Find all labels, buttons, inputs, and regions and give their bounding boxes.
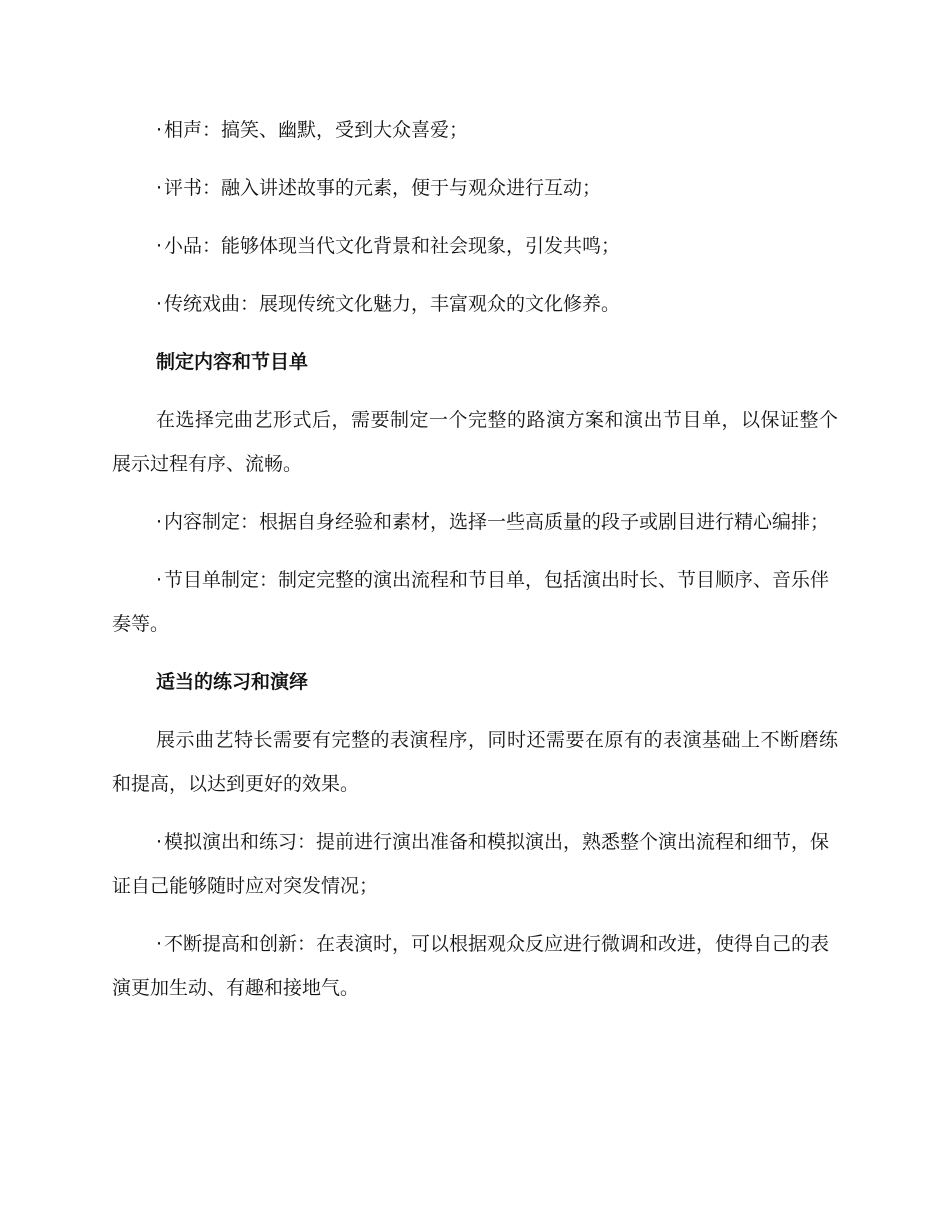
bullet-item-pingshu <box>112 166 838 210</box>
section-heading-content-program: 制定内容和节目单 <box>156 351 309 373</box>
bullet-item-xiqu <box>112 282 838 326</box>
bullet-text: 内容制定：根据自身经验和素材，选择一些高质量的段子或剧目进行精心编排； <box>164 511 830 533</box>
bullet-item-xiangsheng <box>112 108 838 152</box>
bullet-text: 节目单制定：制定完整的演出流程和节目单，包括演出时长、节目顺序、音乐伴奏等。 <box>112 569 830 635</box>
bullet-text: 小品：能够体现当代文化背景和社会现象，引发共鸣； <box>164 235 621 257</box>
section-heading-practice: 适当的练习和演绎 <box>156 671 309 693</box>
bullet-text: 评书：融入讲述故事的元素，便于与观众进行互动； <box>164 177 602 199</box>
bullet-text: 相声：搞笑、幽默，受到大众喜爱； <box>164 119 469 141</box>
bullet-marker: · <box>156 831 163 853</box>
bullet-item-content-plan <box>112 500 838 544</box>
bullet-text: 模拟演出和练习：提前进行演出准备和模拟演出，熟悉整个演出流程和细节，保证自己能够随时应对突发情况； <box>112 831 830 897</box>
bullet-marker: · <box>156 235 163 257</box>
paragraph-content-program: 在选择完曲艺形式后，需要制定一个完整的路演方案和演出节目单，以保证整个展示过程有序、流畅。 <box>112 409 838 475</box>
bullet-item-program-list <box>112 558 838 646</box>
bullet-item-rehearsal <box>112 820 838 908</box>
bullet-marker: · <box>156 119 163 141</box>
document-body <box>112 108 838 1024</box>
bullet-marker: · <box>156 511 163 533</box>
paragraph-practice: 展示曲艺特长需要有完整的表演程序，同时还需要在原有的表演基础上不断磨练和提高，以达到更好的效果。 <box>112 729 838 795</box>
bullet-marker: · <box>156 569 163 591</box>
bullet-marker: · <box>156 177 163 199</box>
bullet-text: 不断提高和创新：在表演时，可以根据观众反应进行微调和改进，使得自己的表演更加生动、有趣和接地气。 <box>112 933 830 999</box>
bullet-marker: · <box>156 293 163 315</box>
bullet-item-xiaopin <box>112 224 838 268</box>
bullet-item-innovation <box>112 922 838 1010</box>
bullet-marker: · <box>156 933 163 955</box>
bullet-text: 传统戏曲：展现传统文化魅力，丰富观众的文化修养。 <box>164 293 621 315</box>
